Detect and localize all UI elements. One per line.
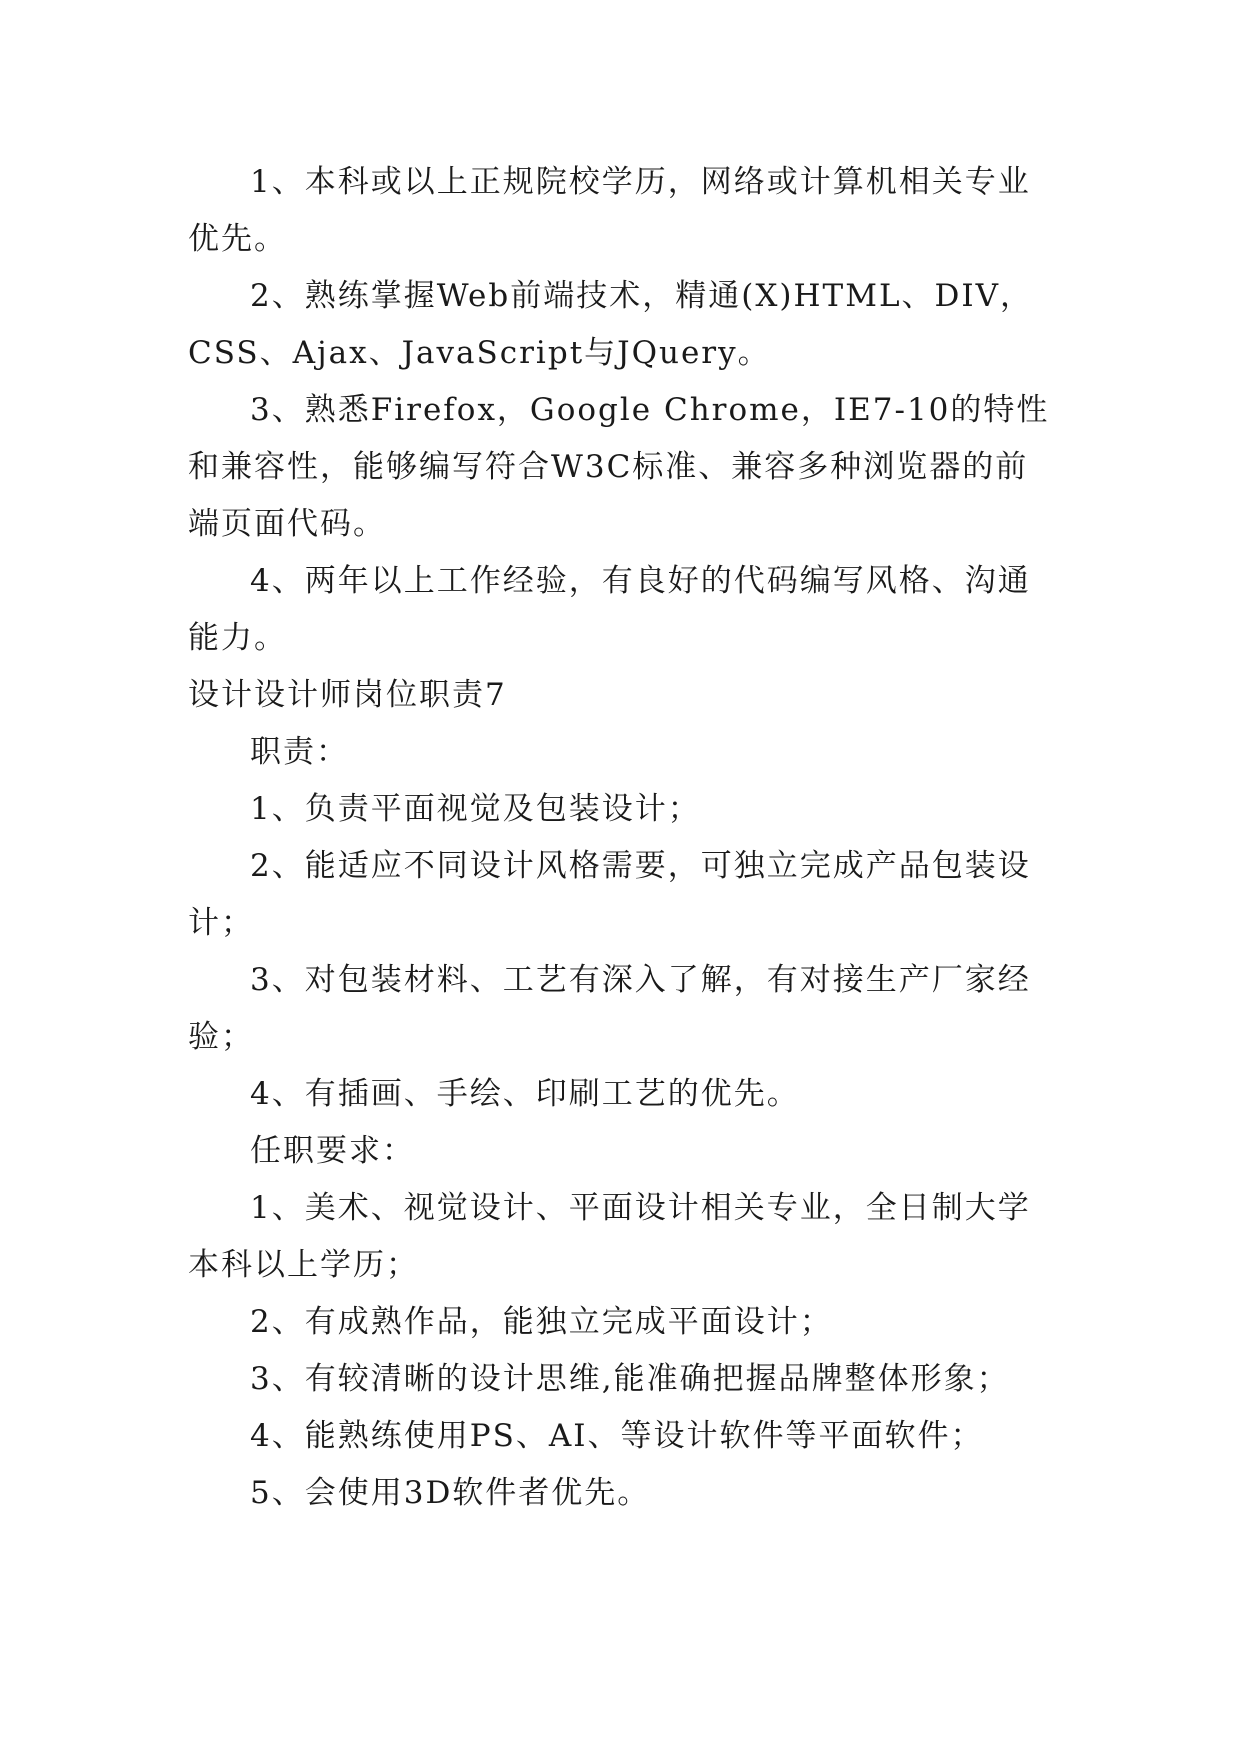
qualifications-label: 任职要求： xyxy=(250,1133,415,1169)
requirement-2: 2、熟练掌握Web前端技术，精通(X)HTML、DIV，CSS、Ajax、JavaScript与JQuery。 xyxy=(188,278,1034,371)
qualification-4: 4、能熟练使用PS、AI、等设计软件等平面软件； xyxy=(250,1418,984,1454)
duty-2: 2、能适应不同设计风格需要，可独立完成产品包装设计； xyxy=(188,848,1031,941)
requirement-3: 3、熟悉Firefox，Google Chrome，IE7-10的特性和兼容性，能够编写符合W3C标准、兼容多种浏览器的前端页面代码。 xyxy=(188,392,1050,542)
duty-4: 4、有插画、手绘、印刷工艺的优先。 xyxy=(250,1076,800,1112)
qualification-5: 5、会使用3D软件者优先。 xyxy=(250,1475,651,1511)
qualification-1: 1、美术、视觉设计、平面设计相关专业，全日制大学本科以上学历； xyxy=(188,1190,1031,1283)
duty-3: 3、对包装材料、工艺有深入了解，有对接生产厂家经验； xyxy=(188,962,1031,1055)
qualification-3: 3、有较清晰的设计思维,能准确把握品牌整体形象； xyxy=(250,1361,1010,1397)
document-body xyxy=(188,154,1056,1522)
duty-1: 1、负责平面视觉及包装设计； xyxy=(250,791,701,827)
section-heading: 设计设计师岗位职责7 xyxy=(188,677,507,713)
requirement-4: 4、两年以上工作经验，有良好的代码编写风格、沟通能力。 xyxy=(188,563,1031,656)
qualification-2: 2、有成熟作品，能独立完成平面设计； xyxy=(250,1304,833,1340)
duties-label: 职责： xyxy=(250,734,349,770)
requirement-1: 1、本科或以上正规院校学历，网络或计算机相关专业优先。 xyxy=(188,164,1031,257)
